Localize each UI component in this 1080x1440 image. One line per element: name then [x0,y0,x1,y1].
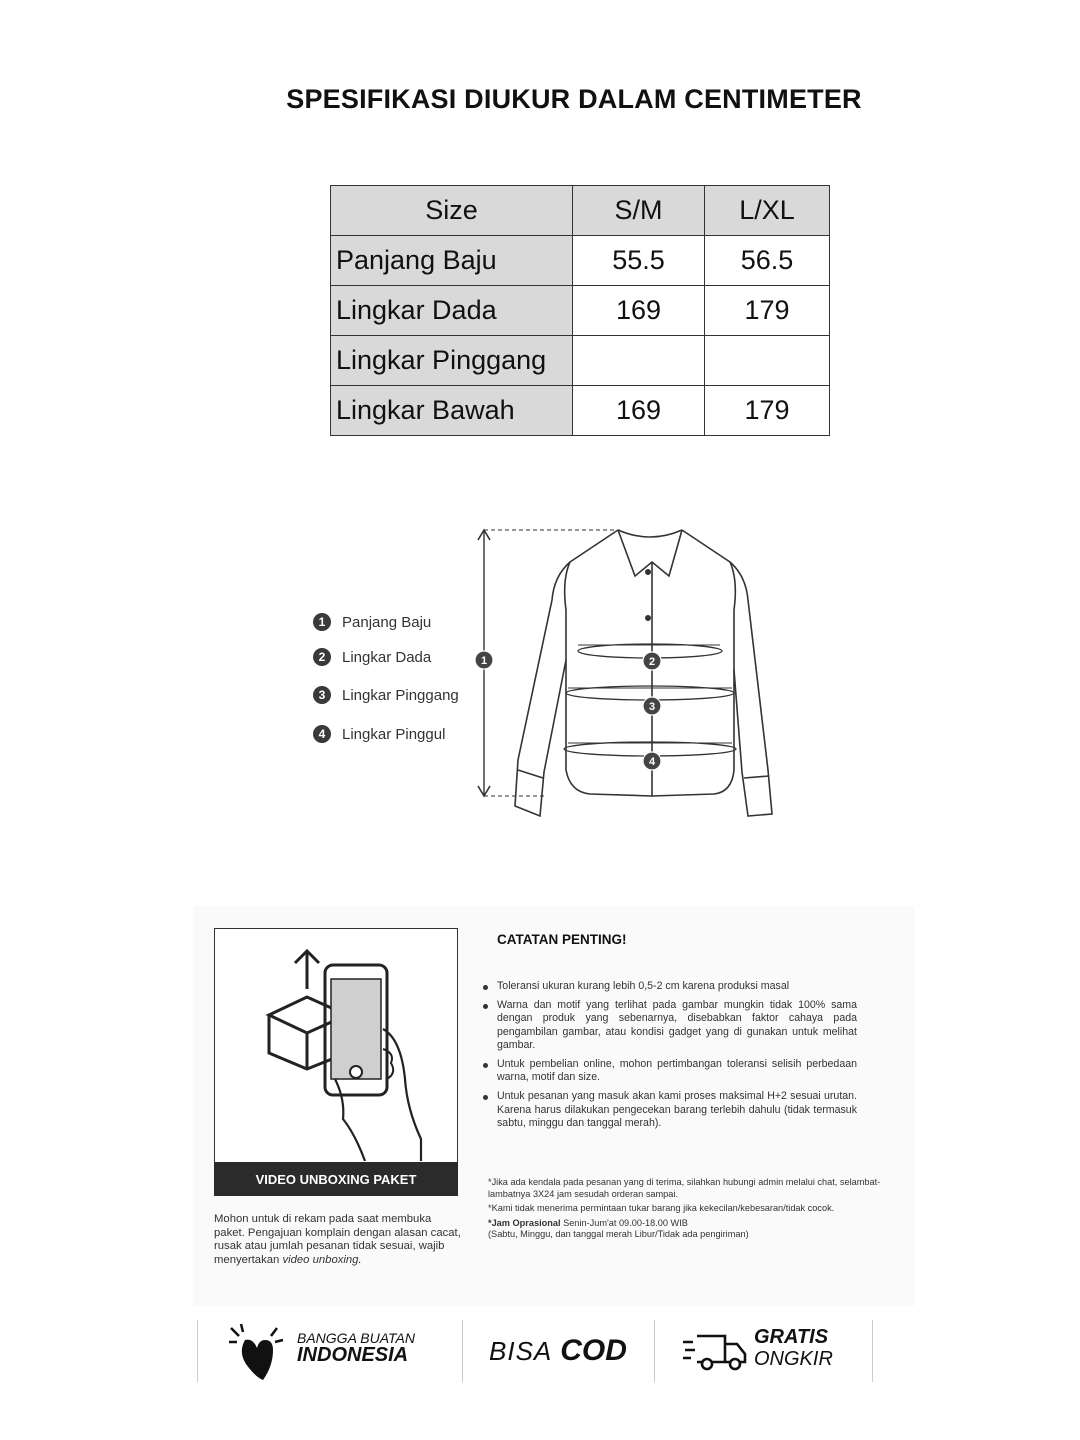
hours-line: *Jam Oprasional Senin-Jum'at 09.00-18.00 WIB (Sabtu, Minggu, dan tanggal merah Libur/Tidak ada pengiriman) [488,1217,749,1239]
delivery-truck-icon [681,1330,751,1372]
row-label: Lingkar Dada [331,286,573,336]
list-item: Toleransi ukuran kurang lebih 0,5-2 cm karena produksi masal [482,980,857,993]
heart-hand-icon [227,1322,289,1380]
cell-sm: 169 [573,286,705,336]
notes-title: CATATAN PENTING! [497,932,627,947]
notes-list [482,980,857,1136]
list-item: Untuk pesanan yang masuk akan kami proses maksimal H+2 sesuai urutan. Karena harus dilakukan pengecekan barang terlebih dahulu (tidak termasuk sabtu, minggu dan tanggal merah). [482,1090,857,1130]
cell-sm [573,336,705,386]
cell-lxl: 56.5 [705,236,830,286]
cell-sm: 169 [573,386,705,436]
row-label: Lingkar Pinggang [331,336,573,386]
upload-arrow-icon [295,951,319,989]
table-row [331,286,830,336]
fine-note: *Kami tidak menerima permintaan tukar barang jika kekecilan/kebesaran/tidak cocok. [488,1203,835,1213]
unboxing-bar: VIDEO UNBOXING PAKET [214,1162,458,1196]
legend-number: 3 [313,686,331,704]
table-row [331,386,830,436]
legend-item [313,613,431,631]
table-row [331,236,830,286]
legend-number: 2 [313,648,331,666]
cell-lxl [705,336,830,386]
row-label: Panjang Baju [331,236,573,286]
legend-item [313,648,431,666]
bangga-label: BANGGA BUATAN INDONESIA [297,1330,415,1366]
legend-item [313,725,445,743]
cell-sm: 55.5 [573,236,705,286]
page-title: SPESIFIKASI DIUKUR DALAM CENTIMETER [286,84,862,114]
table-header-row [331,186,830,236]
table-row [331,336,830,386]
gratis-ongkir-label: GRATIS ONGKIR [754,1326,833,1370]
legend-label: Panjang Baju [342,613,432,631]
legend-number: 1 [313,613,331,631]
legend-item [313,686,459,704]
marker-4-label: 4 [648,756,656,768]
table-header-cell: L/XL [705,186,830,236]
cell-lxl: 179 [705,386,830,436]
list-item: Untuk pembelian online, mohon pertimbangan toleransi selisih perbedaan warna, motif dan size. [482,1058,857,1084]
size-table [330,185,830,436]
badge-strip [197,1320,873,1382]
unboxing-illustration [214,928,458,1195]
table-header-cell: S/M [573,186,705,236]
hand-icon [383,1029,421,1161]
fine-print [488,1177,888,1244]
unboxing-text: Mohon untuk di rekam pada saat membuka paket. Pengajuan komplain dengan alasan cacat, rusak atau jumlah pesanan tidak sesuai, wajib menyertakan video unboxing. [214,1213,461,1266]
row-label: Lingkar Bawah [331,386,573,436]
fine-note: *Jika ada kendala pada pesanan yang di terima, silahkan hubungi admin melalui chat, selambat-lambatnya 3X24 jam sesudah orderan sampai. [488,1177,881,1199]
legend-label: Lingkar Pinggul [342,725,446,743]
marker-2-label: 2 [648,656,656,668]
list-item: Warna dan motif yang terlihat pada gambar mungkin tidak 100% sama dengan produk yang sebenarnya, disebabkan faktor cahaya pada pengambilan gambar, atau kondisi gadget yang di gunakan untuk melihat gambar. [482,999,857,1052]
marker-1-label: 1 [480,655,488,667]
legend-number: 4 [313,725,331,743]
table-header-cell: Size [331,186,573,236]
cod-badge: BISA COD [489,1334,627,1367]
legend-label: Lingkar Dada [342,648,432,666]
marker-3-label: 3 [648,701,656,713]
cell-lxl: 179 [705,286,830,336]
legend-label: Lingkar Pinggang [342,686,459,704]
shirt-diagram [470,520,790,820]
